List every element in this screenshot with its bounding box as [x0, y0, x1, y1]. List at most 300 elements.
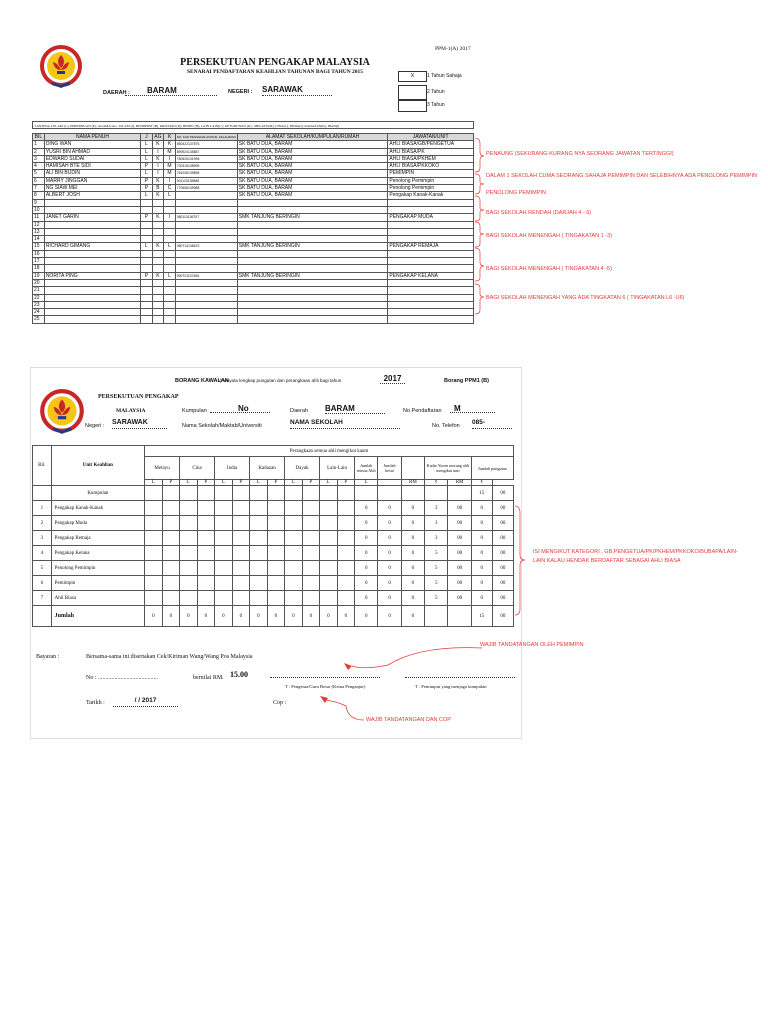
member-cell[interactable]: 770606139988 [175, 185, 237, 192]
member-cell[interactable] [164, 279, 175, 286]
member-cell[interactable]: L [141, 148, 152, 155]
stat-cell[interactable] [145, 516, 163, 531]
stat-cell[interactable] [267, 486, 285, 501]
member-cell[interactable] [237, 221, 388, 228]
member-cell[interactable]: PENGAKAP REMAJA [388, 243, 474, 250]
stat-cell[interactable] [337, 501, 355, 516]
member-cell[interactable] [141, 236, 152, 243]
member-cell[interactable] [388, 236, 474, 243]
member-cell[interactable]: 080714138423 [175, 243, 237, 250]
member-cell[interactable]: PENGAKAP MUDA [388, 214, 474, 221]
member-cell[interactable]: SK BATU DUA, BARAM [237, 148, 388, 155]
member-cell[interactable]: ALBERT JOSH [44, 192, 140, 199]
member-cell[interactable] [44, 294, 140, 301]
stat-cell[interactable] [267, 561, 285, 576]
stat-cell[interactable] [267, 546, 285, 561]
member-cell[interactable]: NG SIAW MEI [44, 185, 140, 192]
member-cell[interactable]: C [164, 185, 175, 192]
member-cell[interactable] [388, 228, 474, 235]
member-row [33, 228, 474, 235]
race-header: Melayu [145, 457, 180, 480]
member-cell[interactable]: L [164, 243, 175, 250]
member-cell[interactable] [152, 265, 164, 272]
member-cell[interactable] [141, 258, 152, 265]
member-cell[interactable] [152, 236, 164, 243]
member-cell[interactable] [164, 250, 175, 257]
member-cell[interactable] [164, 316, 175, 323]
stat-cell[interactable] [302, 576, 320, 591]
member-cell[interactable] [152, 258, 164, 265]
member-cell[interactable] [141, 316, 152, 323]
member-cell[interactable] [164, 258, 175, 265]
stat-cell[interactable] [197, 516, 215, 531]
member-cell[interactable] [175, 294, 237, 301]
stat-cell[interactable] [250, 501, 268, 516]
stat-cell[interactable] [285, 591, 303, 606]
member-cell[interactable] [44, 309, 140, 316]
member-cell[interactable] [141, 279, 152, 286]
member-cell[interactable]: 761028139898 [175, 170, 237, 177]
negeri2-field[interactable]: SARAWAK [112, 419, 167, 429]
member-cell[interactable]: DING WAN [44, 141, 140, 148]
stat-cell[interactable] [267, 501, 285, 516]
member-cell[interactable]: M [164, 148, 175, 155]
stat-cell[interactable] [197, 561, 215, 576]
member-cell[interactable] [175, 192, 237, 199]
member-cell[interactable] [152, 294, 164, 301]
member-cell[interactable]: 780525131998 [175, 155, 237, 162]
member-cell[interactable] [175, 250, 237, 257]
member-cell[interactable]: 901123135888 [175, 177, 237, 184]
stat-cell[interactable] [250, 576, 268, 591]
member-cell[interactable] [237, 206, 388, 213]
member-cell[interactable] [388, 199, 474, 206]
stat-cell[interactable] [180, 531, 198, 546]
member-cell[interactable] [44, 236, 140, 243]
member-cell[interactable] [388, 258, 474, 265]
member-cell[interactable]: P [141, 185, 152, 192]
stat-cell[interactable] [320, 486, 338, 501]
member-cell[interactable] [175, 287, 237, 294]
member-cell[interactable] [152, 206, 164, 213]
stat-cell[interactable] [145, 576, 163, 591]
stat-row-jumlah [33, 606, 514, 627]
member-cell[interactable] [152, 250, 164, 257]
member-cell[interactable] [237, 265, 388, 272]
member-cell[interactable]: I [152, 170, 164, 177]
member-cell[interactable]: Penolong Pemimpin [388, 185, 474, 192]
stat-cell[interactable] [337, 576, 355, 591]
stat-cell[interactable] [232, 576, 250, 591]
member-cell[interactable]: L [141, 243, 152, 250]
negeri-field[interactable]: SARAWAK [262, 85, 332, 96]
member-cell[interactable] [164, 294, 175, 301]
stat-cell[interactable] [197, 501, 215, 516]
member-cell[interactable]: EDWARD SUDAI [44, 155, 140, 162]
stat-cell[interactable] [250, 546, 268, 561]
stat-cell[interactable] [378, 486, 401, 501]
member-cell[interactable] [44, 206, 140, 213]
member-cell[interactable]: P [141, 272, 152, 279]
member-cell[interactable]: L [164, 272, 175, 279]
member-cell[interactable]: I [152, 148, 164, 155]
stat-cell[interactable] [232, 591, 250, 606]
stat-cell[interactable] [285, 486, 303, 501]
member-cell[interactable] [44, 301, 140, 308]
stat-cell[interactable] [320, 591, 338, 606]
member-cell[interactable] [175, 279, 237, 286]
stat-cell[interactable] [337, 561, 355, 576]
member-cell[interactable]: K [152, 272, 164, 279]
stat-cell[interactable] [232, 561, 250, 576]
member-cell[interactable]: I [152, 163, 164, 170]
bernilai-value[interactable]: 15.00 [230, 670, 248, 679]
member-cell[interactable] [175, 301, 237, 308]
member-cell[interactable]: P [141, 214, 152, 221]
tarikh-field[interactable]: / / 2017 [113, 697, 178, 707]
stat-cell[interactable] [232, 531, 250, 546]
stat-cell[interactable] [232, 501, 250, 516]
member-cell[interactable]: L [141, 170, 152, 177]
stat-cell[interactable] [215, 501, 233, 516]
stat-cell[interactable] [337, 531, 355, 546]
member-cell[interactable]: AHLI BIASA/GB/PENGETUA [388, 141, 474, 148]
member-cell[interactable] [175, 236, 237, 243]
stat-cell[interactable] [197, 591, 215, 606]
stat-cell[interactable] [145, 486, 163, 501]
member-cell[interactable]: PEMIMPIN [388, 170, 474, 177]
stat-cell[interactable] [162, 576, 180, 591]
member-cell[interactable]: NORITA PING [44, 272, 140, 279]
member-cell[interactable] [175, 228, 237, 235]
stat-cell[interactable] [320, 516, 338, 531]
stat-cell[interactable] [215, 486, 233, 501]
stat-cell[interactable] [355, 486, 378, 501]
stat-cell[interactable] [162, 546, 180, 561]
member-cell[interactable]: Pengakap Kanak-Kanak [388, 192, 474, 199]
member-cell[interactable] [152, 287, 164, 294]
member-cell[interactable] [44, 279, 140, 286]
member-cell[interactable] [175, 221, 237, 228]
stat-cell[interactable] [180, 516, 198, 531]
member-cell[interactable] [44, 265, 140, 272]
stat-cell[interactable] [197, 531, 215, 546]
member-cell[interactable] [141, 221, 152, 228]
nopendaftaran-field[interactable]: M [450, 404, 495, 413]
member-cell[interactable] [388, 206, 474, 213]
member-cell[interactable] [237, 287, 388, 294]
stat-cell[interactable] [180, 501, 198, 516]
member-cell[interactable]: K [152, 214, 164, 221]
value-cell: 0 [378, 546, 401, 561]
member-cell[interactable] [141, 250, 152, 257]
daerah2-field[interactable]: BARAM [325, 404, 385, 414]
member-cell[interactable]: SK BATU DUA, BARAM [237, 170, 388, 177]
stat-cell[interactable] [180, 546, 198, 561]
stat-cell[interactable] [267, 516, 285, 531]
stat-cell[interactable] [285, 546, 303, 561]
member-cell[interactable]: K [152, 141, 164, 148]
member-cell: 13 [33, 228, 45, 235]
member-cell[interactable]: SK BATU DUA, BARAM [237, 163, 388, 170]
stat-cell[interactable] [285, 531, 303, 546]
stat-cell[interactable] [180, 486, 198, 501]
member-cell[interactable] [237, 301, 388, 308]
stat-cell[interactable] [302, 561, 320, 576]
member-cell[interactable] [164, 287, 175, 294]
member-cell[interactable]: K [152, 155, 164, 162]
sig2-line[interactable] [405, 677, 515, 678]
member-cell[interactable]: 990721137456 [175, 272, 237, 279]
stat-cell[interactable] [145, 591, 163, 606]
member-cell[interactable] [388, 316, 474, 323]
stat-cell[interactable] [337, 486, 355, 501]
member-cell[interactable]: I [164, 214, 175, 221]
option-1-checkbox[interactable]: X [398, 71, 427, 82]
member-cell[interactable] [141, 206, 152, 213]
member-cell[interactable] [388, 221, 474, 228]
sub-l: L [285, 480, 303, 486]
stat-cell[interactable] [320, 546, 338, 561]
member-cell[interactable]: SMK TANJUNG BERINGIN [237, 272, 388, 279]
member-cell[interactable]: 080113136797 [175, 214, 237, 221]
member-cell[interactable] [152, 199, 164, 206]
member-cell[interactable] [164, 228, 175, 235]
stat-cell[interactable] [320, 561, 338, 576]
member-cell[interactable]: 890924135887 [175, 148, 237, 155]
member-cell[interactable]: SK BATU DUA, BARAM [237, 192, 388, 199]
member-cell[interactable] [237, 279, 388, 286]
stat-cell[interactable] [285, 576, 303, 591]
member-cell[interactable]: SMK TANJUNG BERINGIN [237, 243, 388, 250]
member-cell[interactable] [44, 287, 140, 294]
jumlah-cell: 0 [267, 606, 285, 627]
stat-cell[interactable] [197, 546, 215, 561]
stat-cell[interactable] [302, 591, 320, 606]
stat-cell[interactable] [145, 546, 163, 561]
member-cell[interactable]: JANET GARIN [44, 214, 140, 221]
member-cell[interactable] [152, 279, 164, 286]
stat-cell[interactable] [401, 486, 424, 501]
member-cell[interactable]: B [152, 185, 164, 192]
member-cell[interactable] [388, 309, 474, 316]
member-cell[interactable]: L [141, 192, 152, 199]
member-cell[interactable]: K [152, 177, 164, 184]
member-cell[interactable] [388, 279, 474, 286]
member-cell[interactable]: K [152, 192, 164, 199]
member-cell[interactable] [164, 265, 175, 272]
member-cell[interactable] [164, 309, 175, 316]
stat-cell[interactable] [232, 516, 250, 531]
stat-cell[interactable] [285, 501, 303, 516]
member-cell[interactable]: K [164, 141, 175, 148]
member-cell[interactable] [44, 199, 140, 206]
member-cell[interactable]: RICHARD GIMANG [44, 243, 140, 250]
member-cell[interactable] [152, 221, 164, 228]
stat-cell[interactable] [302, 546, 320, 561]
member-cell[interactable] [175, 316, 237, 323]
member-cell[interactable] [175, 309, 237, 316]
stat-cell[interactable] [215, 561, 233, 576]
stat-cell[interactable] [267, 576, 285, 591]
stat-cell[interactable] [320, 531, 338, 546]
member-cell[interactable]: YUSRI BIN AHMAD [44, 148, 140, 155]
stat-cell[interactable] [180, 591, 198, 606]
stat-cell[interactable] [215, 546, 233, 561]
stat-cell[interactable] [145, 561, 163, 576]
stat-cell[interactable] [162, 531, 180, 546]
member-cell[interactable] [175, 258, 237, 265]
member-cell[interactable] [141, 294, 152, 301]
stat-cell[interactable] [337, 546, 355, 561]
option-3-checkbox[interactable] [398, 99, 427, 112]
stat-cell[interactable] [320, 576, 338, 591]
member-cell[interactable] [44, 258, 140, 265]
member-cell[interactable]: SK BATU DUA, BARAM [237, 177, 388, 184]
stat-cell[interactable] [197, 576, 215, 591]
stat-cell[interactable] [302, 501, 320, 516]
stat-cell[interactable] [250, 561, 268, 576]
member-cell[interactable]: K [152, 243, 164, 250]
stat-cell[interactable] [215, 576, 233, 591]
member-cell[interactable] [141, 265, 152, 272]
stat-cell[interactable] [250, 486, 268, 501]
member-cell[interactable] [237, 294, 388, 301]
member-cell[interactable] [141, 301, 152, 308]
member-cell[interactable]: M [164, 170, 175, 177]
stat-cell[interactable] [302, 486, 320, 501]
sig1-line[interactable] [270, 677, 380, 678]
stat-cell[interactable] [162, 501, 180, 516]
member-cell[interactable]: AHLI BIASA/PKKOKO [388, 163, 474, 170]
member-cell[interactable] [141, 287, 152, 294]
member-cell[interactable] [237, 309, 388, 316]
member-cell[interactable] [141, 309, 152, 316]
member-cell[interactable] [44, 228, 140, 235]
stat-cell[interactable] [180, 561, 198, 576]
member-cell[interactable]: L [141, 155, 152, 162]
member-cell[interactable]: SK BATU DUA, BARAM [237, 185, 388, 192]
stat-cell[interactable] [162, 516, 180, 531]
member-cell[interactable]: Penolong Pemimpin [388, 177, 474, 184]
member-cell[interactable] [237, 199, 388, 206]
member-cell[interactable]: SK BATU DUA, BARAM [237, 141, 388, 148]
stat-cell[interactable] [145, 501, 163, 516]
stat-cell[interactable] [215, 591, 233, 606]
member-cell[interactable] [388, 301, 474, 308]
member-cell[interactable]: AHLI BIASA/PK [388, 148, 474, 155]
telefon-field[interactable]: 085- [472, 419, 512, 429]
member-cell[interactable] [152, 228, 164, 235]
borang-desc: -(Penyata lengkap pungutan dan perangkaan ahli bagi tahun [218, 378, 342, 383]
member-cell[interactable] [388, 287, 474, 294]
stat-cell[interactable] [337, 516, 355, 531]
stat-cell[interactable] [162, 561, 180, 576]
stat-cell[interactable] [285, 561, 303, 576]
member-cell[interactable] [164, 206, 175, 213]
member-cell[interactable]: L [164, 192, 175, 199]
stat-cell[interactable] [162, 591, 180, 606]
daerah-field[interactable]: BARAM [125, 86, 217, 96]
stat-cell[interactable] [145, 531, 163, 546]
kumpulan-field[interactable]: No [210, 404, 270, 413]
member-cell[interactable]: L [141, 141, 152, 148]
unit-label: Pengakap Muda [51, 516, 144, 531]
member-cell[interactable] [237, 250, 388, 257]
member-cell[interactable] [237, 236, 388, 243]
member-cell[interactable]: 850422137876 [175, 141, 237, 148]
member-cell[interactable] [164, 221, 175, 228]
member-cell[interactable] [175, 206, 237, 213]
member-cell[interactable] [388, 294, 474, 301]
stat-cell[interactable] [232, 486, 250, 501]
member-cell[interactable]: HAMISAH BTE SIDI [44, 163, 140, 170]
member-cell[interactable]: 720315138998 [175, 163, 237, 170]
year-field[interactable]: 2017 [380, 374, 405, 384]
member-cell[interactable] [44, 250, 140, 257]
member-cell[interactable] [44, 316, 140, 323]
stat-cell[interactable] [197, 486, 215, 501]
member-cell[interactable] [164, 236, 175, 243]
member-cell[interactable] [44, 221, 140, 228]
unit-label: Kumpulan [51, 486, 144, 501]
stat-cell[interactable] [250, 531, 268, 546]
stat-cell[interactable] [180, 576, 198, 591]
member-cell[interactable]: SMK TANJUNG BERINGIN [237, 214, 388, 221]
stat-cell[interactable] [302, 516, 320, 531]
member-cell[interactable] [164, 199, 175, 206]
member-cell[interactable] [141, 199, 152, 206]
stat-cell[interactable] [215, 516, 233, 531]
member-cell[interactable]: SK BATU DUA, BARAM [237, 155, 388, 162]
member-cell[interactable] [388, 265, 474, 272]
member-cell[interactable]: AHLI BIASA/PKHEM [388, 155, 474, 162]
member-cell[interactable] [388, 250, 474, 257]
member-cell[interactable]: PENGAKAP KELANA [388, 272, 474, 279]
stat-cell[interactable] [162, 486, 180, 501]
member-cell[interactable]: M [164, 163, 175, 170]
member-cell[interactable]: I [164, 177, 175, 184]
stat-cell[interactable] [232, 546, 250, 561]
stat-cell[interactable] [320, 501, 338, 516]
member-cell[interactable] [152, 309, 164, 316]
member-cell[interactable]: P [141, 163, 152, 170]
member-cell[interactable] [175, 199, 237, 206]
stat-cell[interactable] [267, 591, 285, 606]
member-cell[interactable] [152, 316, 164, 323]
member-cell[interactable]: I [164, 155, 175, 162]
stat-cell[interactable] [337, 591, 355, 606]
stat-cell[interactable] [215, 531, 233, 546]
member-cell[interactable] [237, 258, 388, 265]
member-cell[interactable] [175, 265, 237, 272]
member-cell[interactable]: ALI BIN BUDIN [44, 170, 140, 177]
sekolah-field[interactable]: NAMA SEKOLAH [290, 419, 400, 429]
member-cell[interactable]: P [141, 177, 152, 184]
stat-cell[interactable] [250, 516, 268, 531]
member-cell[interactable] [237, 228, 388, 235]
member-cell[interactable] [164, 301, 175, 308]
value-cell: 00 [492, 561, 513, 576]
member-cell[interactable] [152, 301, 164, 308]
stat-cell[interactable] [267, 531, 285, 546]
member-cell[interactable] [237, 316, 388, 323]
member-cell[interactable] [141, 228, 152, 235]
stat-cell[interactable] [285, 516, 303, 531]
member-cell[interactable]: MARRY JINGGAN [44, 177, 140, 184]
stat-cell[interactable] [250, 591, 268, 606]
stat-cell[interactable] [302, 531, 320, 546]
